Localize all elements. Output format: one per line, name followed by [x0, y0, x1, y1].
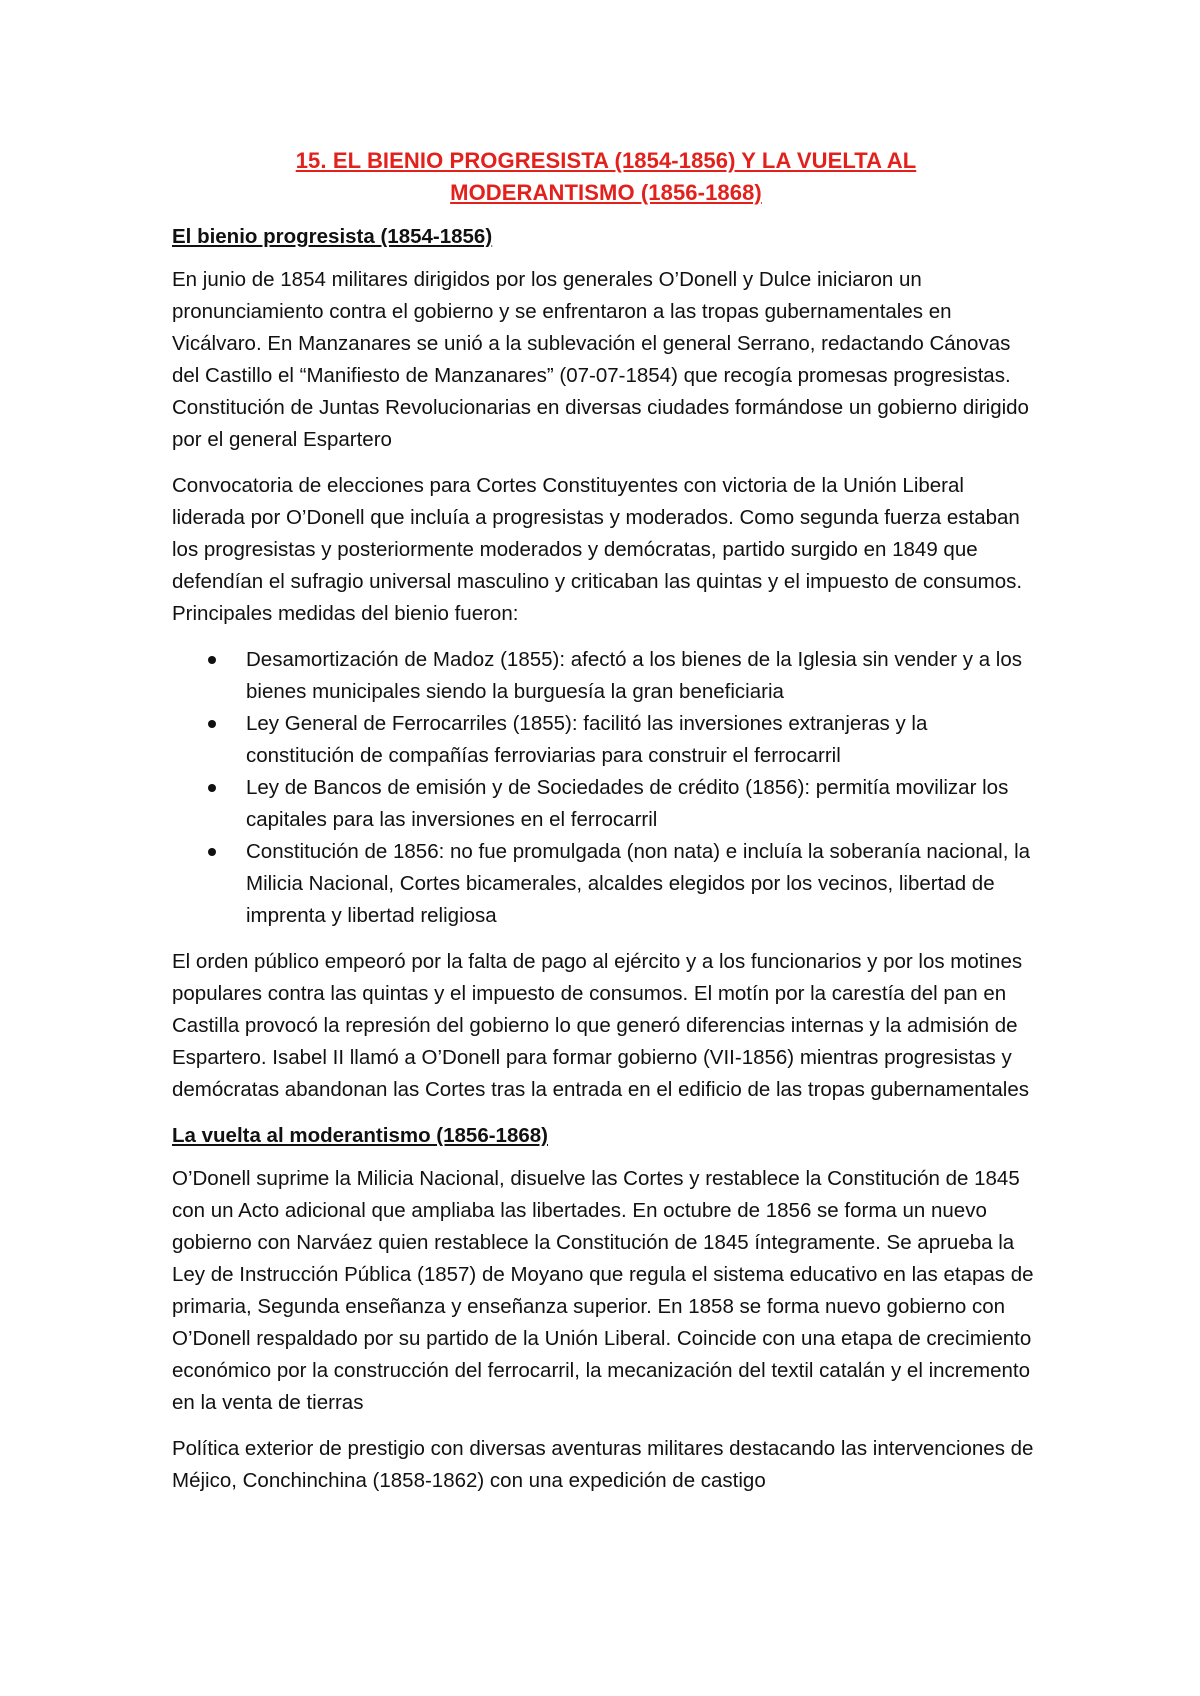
title-line-2: MODERANTISMO (1856-1868) [450, 180, 762, 205]
list-item [246, 772, 1040, 836]
list-item [246, 836, 1040, 932]
list-item-text: Ley General de Ferrocarriles (1855): facilitó las inversiones extranjeras y la constitución de compañías ferroviarias para construir el ferrocarril [246, 712, 928, 767]
bullet-icon [208, 656, 216, 664]
document-title [172, 145, 1040, 209]
paragraph: Política exterior de prestigio con diversas aventuras militares destacando las intervenciones de Méjico, Conchinchina (1858-1862) con una expedición de castigo [172, 1437, 1034, 1492]
list-item-text: Constitución de 1856: no fue promulgada (non nata) e incluía la soberanía nacional, la Milicia Nacional, Cortes bicamerales, alcaldes elegidos por los vecinos, libertad de imprenta y libertad religiosa [246, 840, 1031, 927]
measures-list [172, 644, 1040, 932]
title-line-1: 15. EL BIENIO PROGRESISTA (1854-1856) Y LA VUELTA AL [295, 148, 917, 173]
bullet-icon [208, 784, 216, 792]
section-heading-bienio: El bienio progresista (1854-1856) [172, 225, 493, 248]
list-item-text: Desamortización de Madoz (1855): afectó a los bienes de la Iglesia sin vender y a los bienes municipales siendo la burguesía la gran beneficiaria [246, 648, 1023, 703]
paragraph: Convocatoria de elecciones para Cortes Constituyentes con victoria de la Unión Liberal liderada por O’Donell que incluía a progresistas y moderados. Como segunda fuerza estaban los progresistas y posteriormente moderados y demócratas, partido surgido en 1849 que defendían el sufragio universal masculino y criticaban las quintas y el impuesto de consumos. Principales medidas del bienio fueron: [172, 474, 1023, 625]
paragraph: O’Donell suprime la Milicia Nacional, disuelve las Cortes y restablece la Constitución de 1845 con un Acto adicional que ampliaba las libertades. En octubre de 1856 se forma un nuevo gobierno con Narváez quien restablece la Constitución de 1845 íntegramente. Se aprueba la Ley de Instrucción Pública (1857) de Moyano que regula el sistema educativo en las etapas de primaria, Segunda enseñanza y enseñanza superior. En 1858 se forma nuevo gobierno con O’Donell respaldado por su partido de la Unión Liberal. Coincide con una etapa de crecimiento económico por la construcción del ferrocarril, la mecanización del textil catalán y el incremento en la venta de tierras [172, 1167, 1034, 1414]
list-item [246, 644, 1040, 708]
list-item-text: Ley de Bancos de emisión y de Sociedades de crédito (1856): permitía movilizar los capitales para las inversiones en el ferrocarril [246, 776, 1009, 831]
list-item [246, 708, 1040, 772]
paragraph: En junio de 1854 militares dirigidos por los generales O’Donell y Dulce iniciaron un pronunciamiento contra el gobierno y se enfrentaron a las tropas gubernamentales en Vicálvaro. En Manzanares se unió a la sublevación el general Serrano, redactando Cánovas del Castillo el “Manifiesto de Manzanares” (07-07-1854) que recogía promesas progresistas. Constitución de Juntas Revolucionarias en diversas ciudades formándose un gobierno dirigido por el general Espartero [172, 268, 1029, 451]
paragraph: El orden público empeoró por la falta de pago al ejército y a los funcionarios y por los motines populares contra las quintas y el impuesto de consumos. El motín por la carestía del pan en Castilla provocó la represión del gobierno lo que generó diferencias internas y la admisión de Espartero. Isabel II llamó a O’Donell para formar gobierno (VII-1856) mientras progresistas y demócratas abandonan las Cortes tras la entrada en el edificio de las tropas gubernamentales [172, 950, 1029, 1101]
bullet-icon [208, 720, 216, 728]
bullet-icon [208, 848, 216, 856]
section-heading-moderantismo: La vuelta al moderantismo (1856-1868) [172, 1124, 548, 1147]
